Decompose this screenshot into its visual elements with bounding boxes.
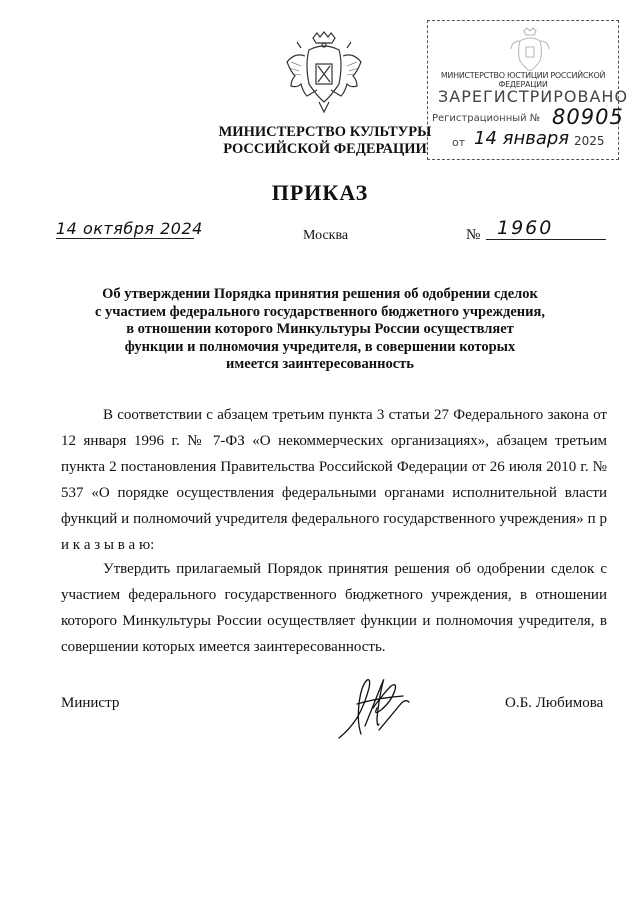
stamp-reg-label: Регистрационный № — [432, 113, 541, 124]
body-paragraph-1-text: В соответствии с абзацем третьим пункта 3 статьи 27 Федерального закона от 12 января 1996 г. № 7-ФЗ «О некоммерческих организациях», абзацем третьим пункта 2 постановления Правительства Российской Федерации от 26 июля 2010 г. № 537 «О порядке осуществления федеральными органами исполнительной власти функций и полномочий учредителя федерального государственного учреждения» — [61, 407, 607, 527]
document-type-title: ПРИКАЗ — [271, 180, 369, 205]
signer-name: О.Б. Любимова — [505, 695, 604, 711]
signer-position: Министр — [61, 695, 120, 711]
stamp-ministry-text: МИНИСТЕРСТВО ЮСТИЦИИ РОССИЙСКОЙ ФЕДЕРАЦИИ — [440, 71, 606, 89]
order-number-label: № — [466, 227, 481, 243]
order-word: п р и к а з ы в а ю: — [61, 511, 608, 553]
stamp-emblem-icon — [510, 27, 550, 71]
body-paragraph-2: Утвердить прилагаемый Порядок принятия решения об одобрении сделок с участием федерального государственного бюджетного учреждения, в отношении которого Минкультуры России осуществляет функции и полномочия учредителя, в совершении которых имеется заинтересованность. — [61, 561, 607, 655]
stamp-status: ЗАРЕГИСТРИРОВАНО — [438, 87, 629, 106]
order-subject: Об утверждении Порядка принятия решения об одобрении сделок с участием федерального государственного бюджетного учреждения, в отношении которого Минкультуры России осуществляет функции и полномочия учредителя, в совершении которых имеется заинтересованность — [95, 286, 545, 372]
stamp-date: 14 января — [474, 128, 570, 149]
order-number: 1960 — [497, 217, 554, 239]
stamp-reg-number: 80905 — [552, 105, 624, 129]
order-city: Москва — [303, 228, 349, 243]
order-number-underline — [486, 239, 606, 240]
body-paragraph-1 — [61, 402, 607, 558]
order-date: 14 октября 2024 — [56, 219, 203, 238]
registration-stamp — [427, 20, 629, 160]
coat-of-arms-icon — [283, 30, 365, 122]
order-date-underline — [56, 238, 194, 239]
handwritten-signature-icon — [335, 668, 415, 750]
stamp-year: 2025 — [574, 134, 605, 148]
stamp-date-label: от — [452, 136, 466, 149]
ministry-line-2: РОССИЙСКОЙ ФЕДЕРАЦИИ — [223, 141, 427, 157]
ministry-name — [205, 124, 445, 158]
ministry-line-1: МИНИСТЕРСТВО КУЛЬТУРЫ — [218, 124, 432, 140]
